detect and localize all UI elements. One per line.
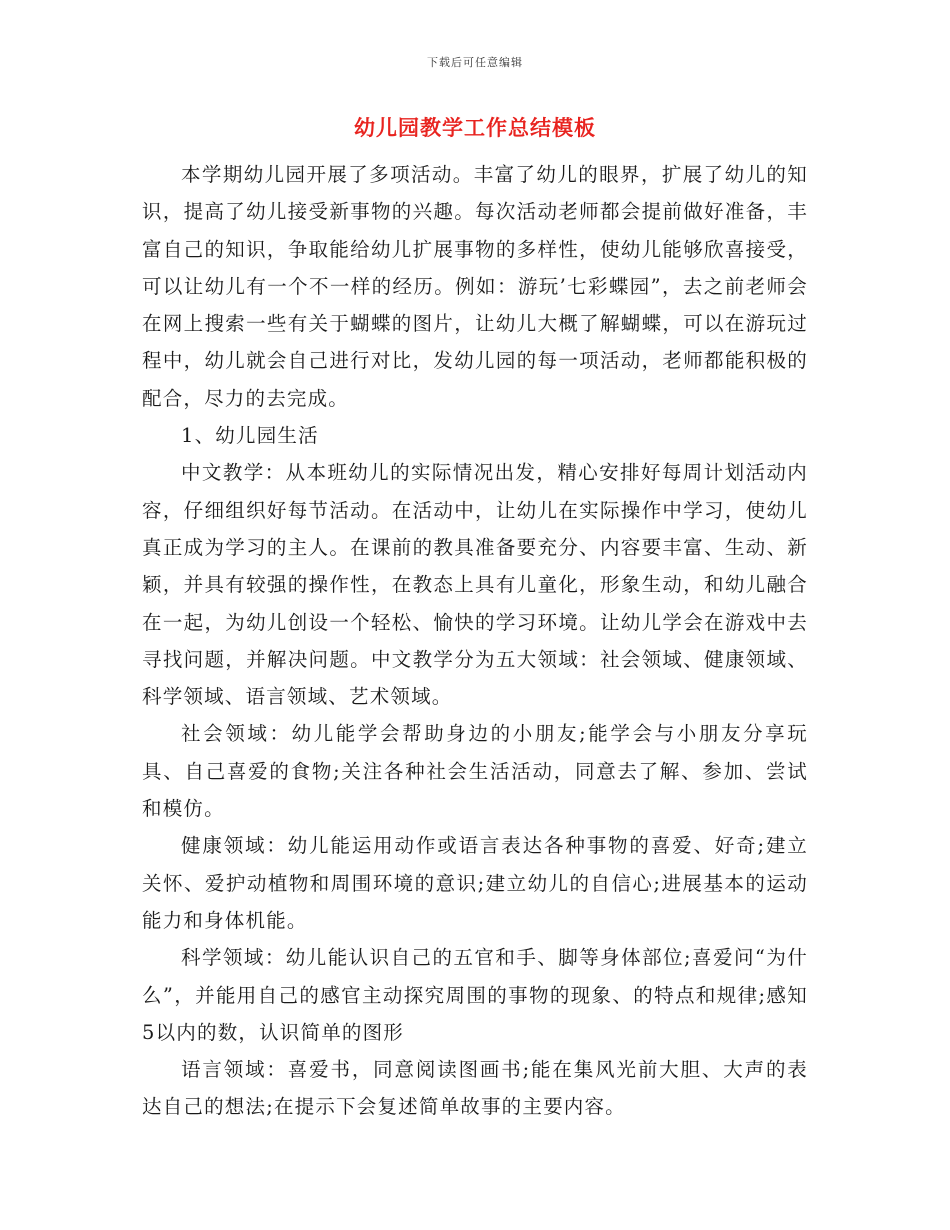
paragraph-health-domain: 健康领域：幼儿能运用动作或语言表达各种事物的喜爱、好奇;建立关怀、爱护动植物和周围环境的意识;建立幼儿的自信心;进展基本的运动能力和身体机能。 xyxy=(142,834,808,932)
paragraph-science-domain: 科学领域：幼儿能认识自己的五官和手、脚等身体部位;喜爱问“为什么”，并能用自己的感官主动探究周围的事物的现象、的特点和规律;感知5以内的数，认识简单的图形 xyxy=(142,946,808,1044)
paragraph-chinese-teaching: 中文教学：从本班幼儿的实际情况出发，精心安排好每周计划活动内容，仔细组织好每节活动。在活动中，让幼儿在实际操作中学习，使幼儿真正成为学习的主人。在课前的教具准备要充分、内容要丰富、生动、新颖，并具有较强的操作性，在教态上具有儿童化，形象生动，和幼儿融合在一起，为幼儿创设一个轻松、愉快的学习环境。让幼儿学会在游戏中去寻找问题，并解决问题。中文教学分为五大领域：社会领域、健康领域、科学领域、语言领域、艺术领域。 xyxy=(142,461,808,709)
paragraph-language-domain: 语言领域：喜爱书，同意阅读图画书;能在集风光前大胆、大声的表达自己的想法;在提示下会复述简单故事的主要内容。 xyxy=(142,1058,808,1119)
page-header-note: 下载后可任意编辑 xyxy=(427,56,523,69)
paragraph-social-domain: 社会领域：幼儿能学会帮助身边的小朋友;能学会与小朋友分享玩具、自己喜爱的食物;关注各种社会生活活动，同意去了解、参加、尝试和模仿。 xyxy=(142,722,808,821)
document-body xyxy=(142,156,808,1126)
document-title: 幼儿园教学工作总结模板 xyxy=(354,115,596,140)
paragraph-intro: 本学期幼儿园开展了多项活动。丰富了幼儿的眼界，扩展了幼儿的知识，提高了幼儿接受新事物的兴趣。每次活动老师都会提前做好准备，丰富自己的知识，争取能给幼儿扩展事物的多样性，使幼儿能够欣喜接受，可以让幼儿有一个不一样的经历。例如：游玩’七彩蝶园”，去之前老师会在网上搜索一些有关于蝴蝶的图片，让幼儿大概了解蝴蝶，可以在游玩过程中，幼儿就会自己进行对比，发幼儿园的每一项活动，老师都能积极的配合，尽力的去完成。 xyxy=(142,163,808,410)
section-heading: 1、幼儿园生活 xyxy=(181,424,319,448)
